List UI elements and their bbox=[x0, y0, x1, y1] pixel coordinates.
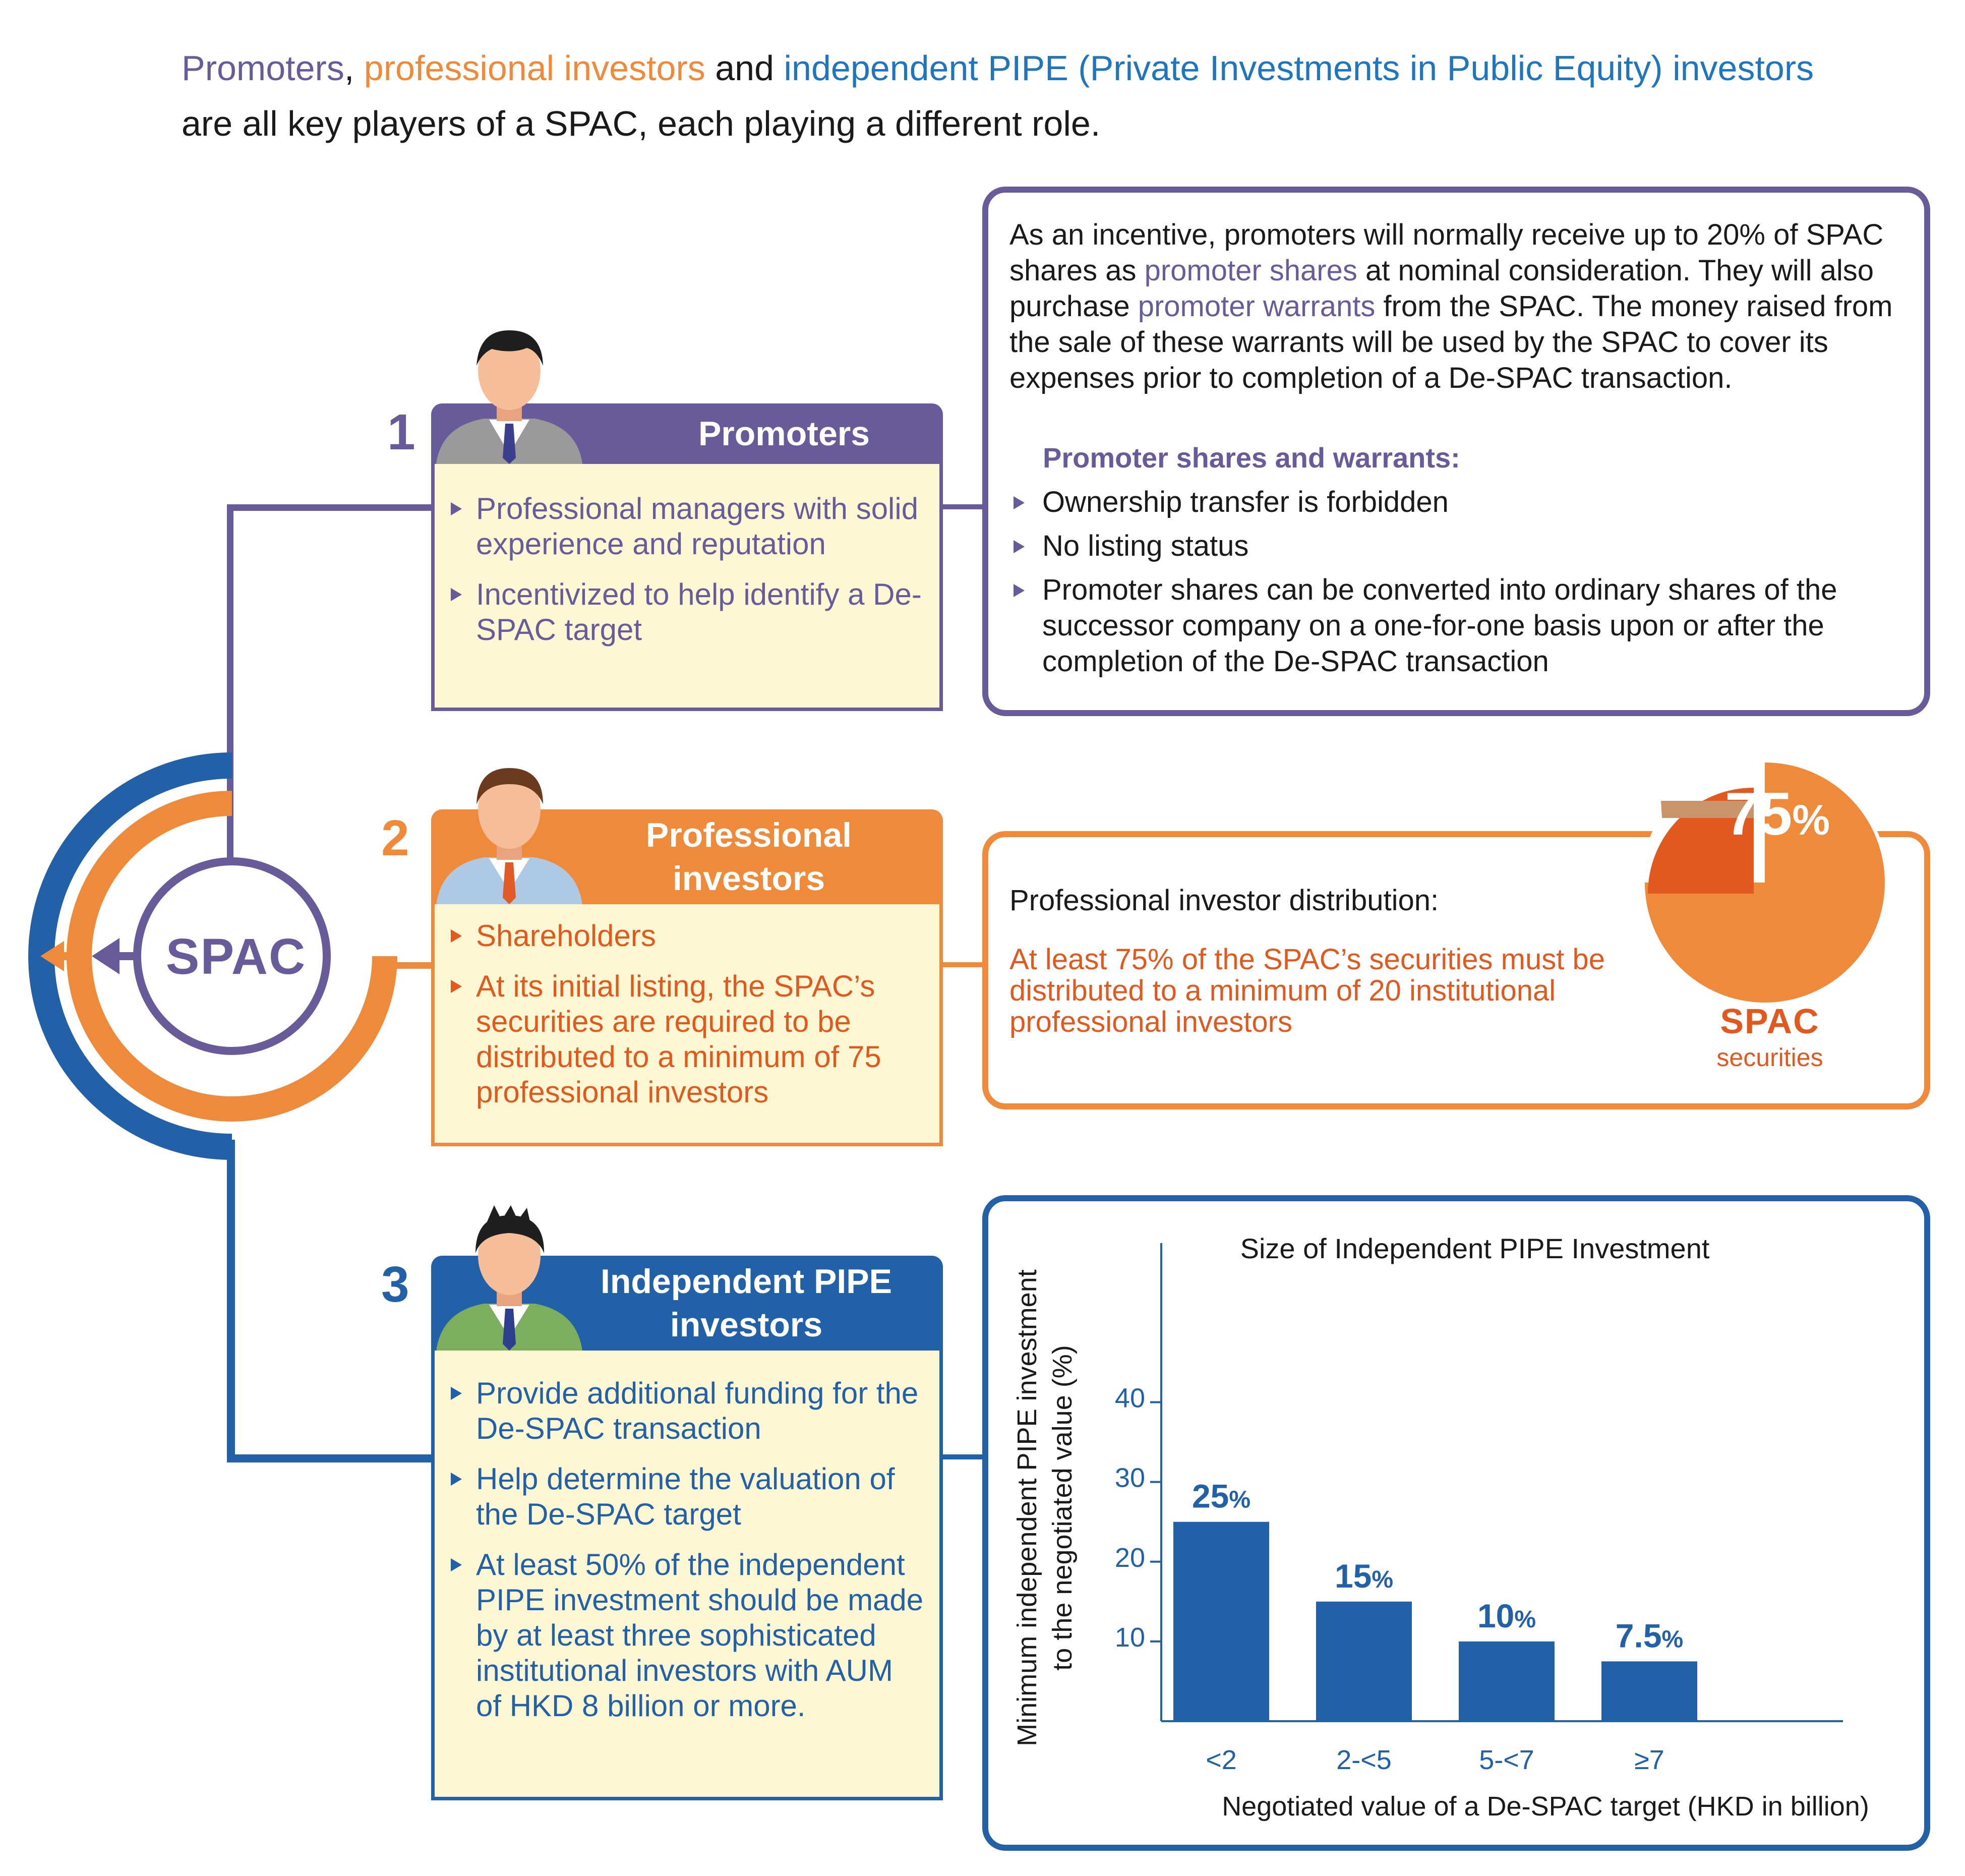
intro-and: and bbox=[705, 48, 784, 88]
connector-pipe-horizontal bbox=[227, 1454, 435, 1462]
promoter-shares-list bbox=[1009, 484, 1902, 687]
promoter-shares-subheading: Promoter shares and warrants: bbox=[1043, 442, 1460, 474]
promoters-point-2: Incentivized to help identify a De-SPAC target bbox=[476, 577, 924, 648]
chart-bar bbox=[1459, 1642, 1555, 1721]
intro-rest: are all key players of a SPAC, each playing a different role. bbox=[182, 104, 1101, 143]
chart-x-tick-label: 5-<7 bbox=[1479, 1745, 1534, 1775]
businessman-green-suit-icon bbox=[431, 1205, 587, 1352]
chart-bar-value-unit: % bbox=[1514, 1606, 1536, 1633]
connector-pipe-vertical bbox=[227, 1140, 235, 1462]
connector-professional-box bbox=[943, 962, 983, 967]
professional-title: Professional investors bbox=[645, 816, 852, 898]
chart-bar-value-label bbox=[1616, 1617, 1683, 1654]
businessman-blue-shirt-icon bbox=[431, 759, 587, 905]
chart-bar bbox=[1316, 1602, 1412, 1721]
chart-x-tick-label: ≥7 bbox=[1634, 1745, 1664, 1775]
pipe-point-1: Provide additional funding for the De-SPAC transaction bbox=[476, 1376, 924, 1446]
chart-title: Size of Independent PIPE Investment bbox=[1240, 1233, 1710, 1264]
professional-point-1: Shareholders bbox=[476, 918, 924, 954]
promoter-shares-description bbox=[1009, 217, 1902, 396]
chart-bar-value-number: 15 bbox=[1334, 1557, 1372, 1595]
intro-text bbox=[182, 40, 1835, 151]
chart-x-tick-label: <2 bbox=[1206, 1745, 1237, 1775]
chart-y-tick-label: 30 bbox=[1114, 1462, 1145, 1493]
promoter-shares-item-1: Ownership transfer is forbidden bbox=[1009, 484, 1902, 520]
pipe-card bbox=[431, 1351, 943, 1800]
box1-text-part-1: As an incentive, promoters will normally receive up to 20% of SPAC shares as bbox=[1009, 218, 1884, 287]
connector-pipe-box bbox=[943, 1454, 983, 1459]
chart-bar-value-unit: % bbox=[1661, 1626, 1684, 1653]
player-number-3: 3 bbox=[381, 1256, 409, 1313]
distribution-heading: Professional investor distribution: bbox=[1009, 884, 1439, 917]
chart-bar bbox=[1601, 1661, 1697, 1721]
pie-subtitle: securities bbox=[1716, 1043, 1823, 1072]
chart-y-tick-label: 10 bbox=[1114, 1622, 1145, 1653]
player-number-1: 1 bbox=[387, 404, 415, 460]
chart-bar-value-number: 25 bbox=[1192, 1477, 1229, 1515]
promoter-warrants-highlight: promoter warrants bbox=[1138, 290, 1376, 323]
distribution-body: At least 75% of the SPAC’s securities must be distributed to a minimum of 20 institutional professional investors bbox=[1009, 943, 1605, 1038]
promoters-title: Promoters bbox=[698, 415, 870, 453]
pipe-title: Independent PIPE investors bbox=[600, 1262, 892, 1344]
chart-bar-value-label bbox=[1192, 1478, 1251, 1515]
chart-x-axis-label: Negotiated value of a De-SPAC target (HKD in billion) bbox=[1222, 1791, 1869, 1822]
chart-bar-value-unit: % bbox=[1229, 1486, 1251, 1513]
chart-bar-value-number: 10 bbox=[1477, 1597, 1515, 1634]
promoter-shares-highlight: promoter shares bbox=[1144, 254, 1357, 287]
chart-y-axis-label-line: Minimum independent PIPE investment bbox=[1012, 1269, 1042, 1746]
spac-label: SPAC bbox=[165, 928, 307, 985]
promoters-point-1: Professional managers with solid experience and reputation bbox=[476, 491, 924, 562]
promoter-shares-item-3: Promoter shares can be converted into ordinary shares of the successor company on a one-for-one basis upon or after the completion of the De-SPAC transaction bbox=[1009, 572, 1902, 679]
businessman-grey-suit-icon bbox=[431, 323, 587, 464]
pie-title: SPAC bbox=[1720, 1002, 1820, 1041]
chart-y-axis-label-line: to the negotiated value (%) bbox=[1047, 1345, 1078, 1671]
pipe-point-3: At least 50% of the independent PIPE investment should be made by at least three sophisticated institutional investors with AUM of HKD 8 billion or more. bbox=[476, 1548, 924, 1723]
chart-y-axis-label bbox=[1012, 1269, 1078, 1746]
intro-pipe: independent PIPE (Private Investments in Public Equity) investors bbox=[784, 48, 1814, 88]
spac-securities-pie bbox=[1634, 751, 1901, 1034]
intro-promoters: Promoters bbox=[182, 48, 344, 88]
chart-bar-value-label bbox=[1477, 1597, 1536, 1634]
promoter-shares-box bbox=[982, 187, 1930, 716]
connector-promoters-horizontal bbox=[227, 504, 435, 511]
chart-bar bbox=[1173, 1522, 1269, 1721]
chart-x-tick-label: 2-<5 bbox=[1336, 1745, 1392, 1775]
professional-card bbox=[431, 904, 943, 1146]
purple-arrow-icon bbox=[92, 938, 120, 974]
chart-bar-value-label bbox=[1335, 1557, 1393, 1595]
promoter-shares-item-2: No listing status bbox=[1009, 528, 1902, 564]
chart-y-tick-label: 40 bbox=[1114, 1383, 1145, 1414]
player-number-2: 2 bbox=[381, 810, 409, 866]
box1-text-part-2: at nominal consideration. They will also purchase bbox=[1009, 254, 1874, 323]
pie-value-number: 75 bbox=[1724, 780, 1793, 848]
pie-value-unit: % bbox=[1792, 796, 1830, 844]
promoters-card bbox=[431, 464, 943, 711]
pipe-point-2: Help determine the valuation of the De-SPAC target bbox=[476, 1461, 924, 1532]
chart-bars bbox=[1173, 1478, 1697, 1775]
pipe-investment-bar-chart bbox=[978, 1190, 1921, 1846]
intro-comma: , bbox=[344, 48, 354, 88]
box1-text-part-3: from the SPAC. The money raised from the sale of these warrants will be used by the SPAC to cover its expenses prior to completion of a De-SPAC transaction. bbox=[1009, 290, 1893, 394]
intro-professional: professional investors bbox=[364, 48, 705, 88]
chart-bar-value-unit: % bbox=[1372, 1566, 1394, 1593]
chart-bar-value-number: 7.5 bbox=[1615, 1617, 1662, 1655]
connector-promoters-box bbox=[943, 504, 983, 509]
professional-point-2: At its initial listing, the SPAC’s securities are required to be distributed to a minimum of 75 professional investors bbox=[476, 969, 924, 1110]
chart-y-tick-label: 20 bbox=[1114, 1542, 1145, 1573]
